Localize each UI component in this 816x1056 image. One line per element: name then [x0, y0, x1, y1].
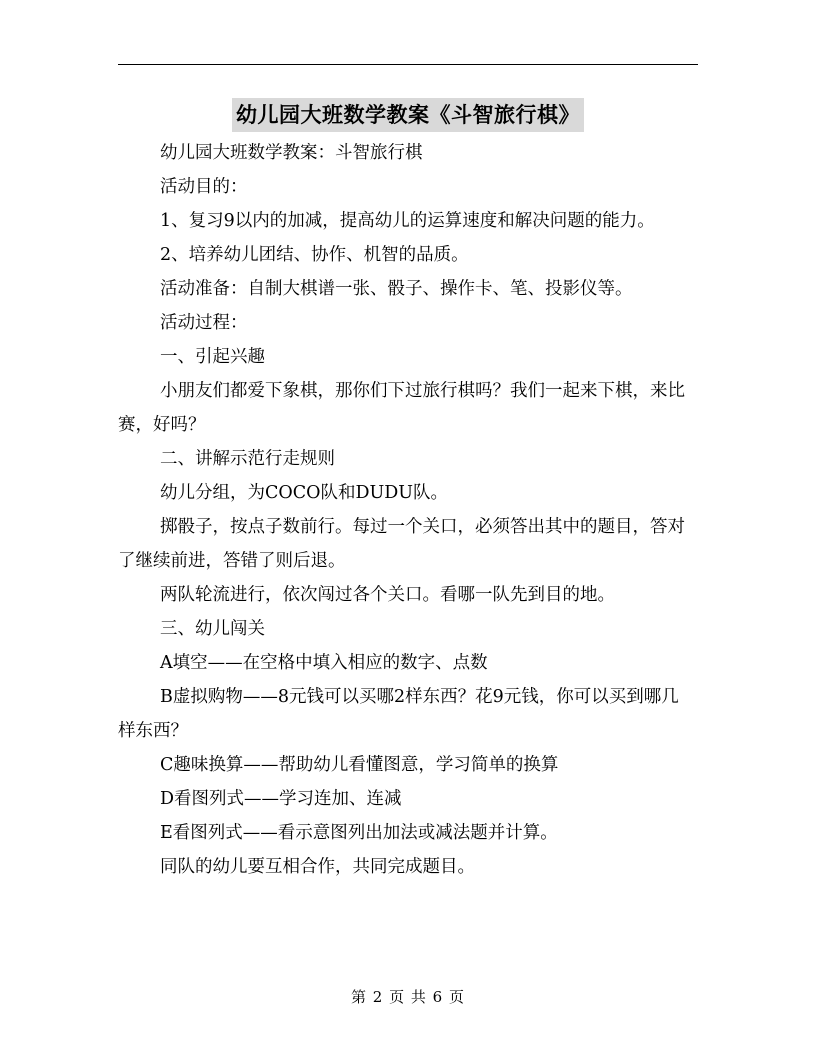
paragraph: A填空——在空格中填入相应的数字、点数	[160, 653, 488, 673]
paragraph: C趣味换算——帮助幼儿看懂图意，学习简单的换算	[160, 755, 559, 775]
paragraph: 活动过程：	[160, 313, 248, 333]
paragraph: E看图列式——看示意图列出加法或减法题并计算。	[160, 823, 558, 843]
paragraph: 活动目的：	[160, 177, 248, 197]
header-rule	[118, 64, 698, 65]
paragraph: 1、复习9以内的加减，提高幼儿的运算速度和解决问题的能力。	[160, 211, 655, 231]
paragraph: 小朋友们都爱下象棋，那你们下过旅行棋吗？我们一起来下棋，来比赛，好吗？	[118, 381, 685, 435]
paragraph: 幼儿分组，为COCO队和DUDU队。	[160, 483, 449, 503]
document-body	[118, 136, 696, 884]
paragraph: 幼儿园大班数学教案：斗智旅行棋	[160, 143, 423, 163]
paragraph: 一、引起兴趣	[160, 347, 265, 367]
paragraph: D看图列式——学习连加、连减	[160, 789, 402, 809]
paragraph: 活动准备：自制大棋谱一张、骰子、操作卡、笔、投影仪等。	[160, 279, 633, 299]
paragraph: 二、讲解示范行走规则	[160, 449, 335, 469]
paragraph: 掷骰子，按点子数前行。每过一个关口，必须答出其中的题目，答对了继续前进，答错了则后退。	[118, 517, 685, 571]
paragraph: 2、培养幼儿团结、协作、机智的品质。	[160, 245, 469, 265]
page-number: 第 2 页 共 6 页	[351, 988, 465, 1006]
paragraph: B虚拟购物——8元钱可以买哪2样东西？花9元钱，你可以买到哪几样东西？	[118, 687, 679, 741]
paragraph: 两队轮流进行，依次闯过各个关口。看哪一队先到目的地。	[160, 585, 615, 605]
paragraph: 同队的幼儿要互相合作，共同完成题目。	[160, 857, 475, 877]
paragraph: 三、幼儿闯关	[160, 619, 265, 639]
document-title: 幼儿园大班数学教案《斗智旅行棋》	[0, 92, 816, 132]
